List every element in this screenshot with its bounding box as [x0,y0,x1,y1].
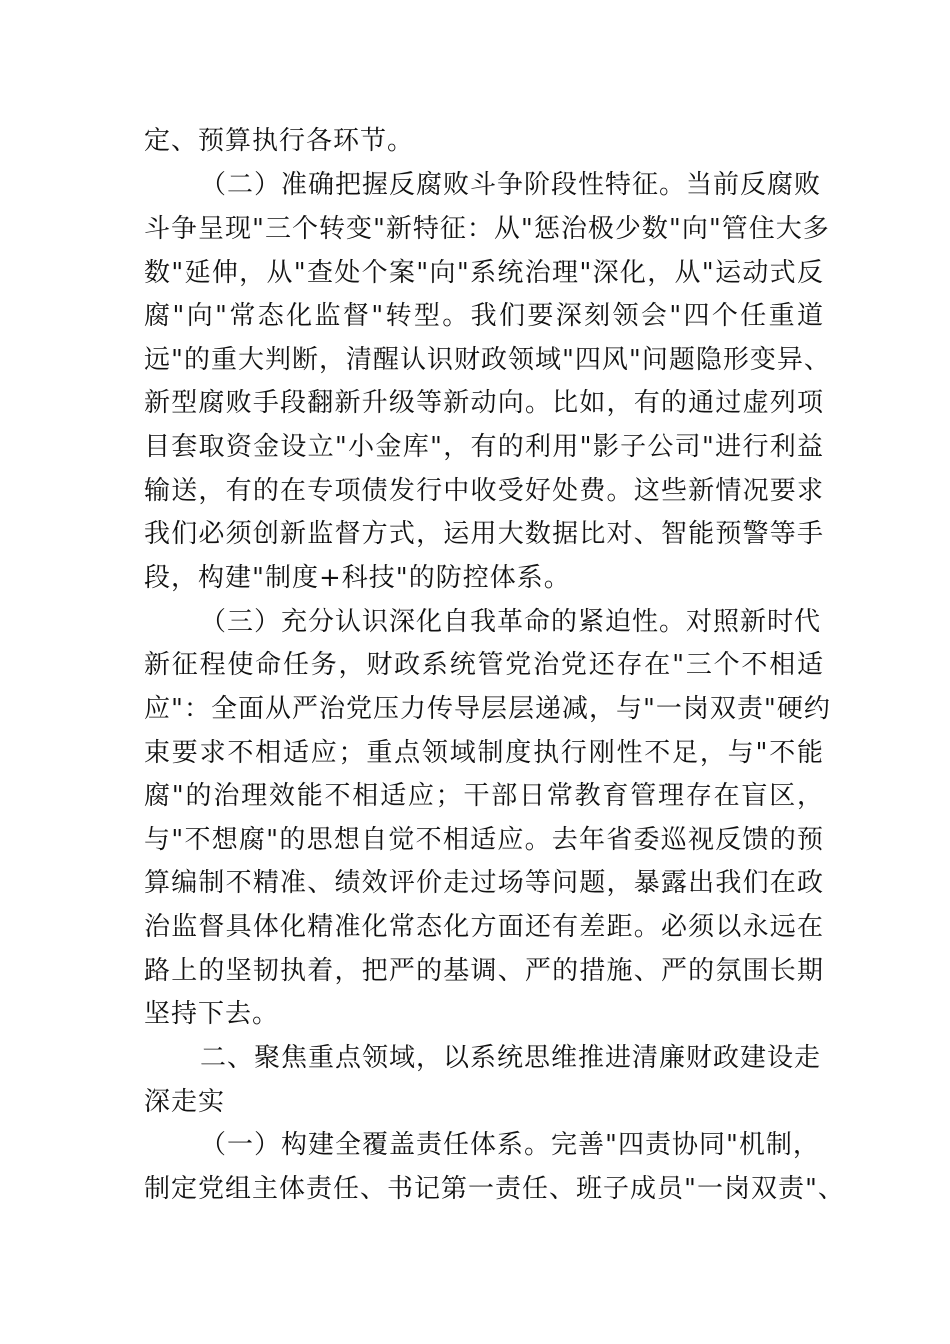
text-line: 应"：全面从严治党压力传导层层递减，与"一岗双责"硬约 [144,694,831,724]
text-line: 斗争呈现"三个转变"新特征：从"惩治极少数"向"管住大多 [144,214,830,244]
text-line: 路上的坚韧执着，把严的基调、严的措施、严的氛围长期 [144,956,824,986]
text-line: 制定党组主体责任、书记第一责任、班子成员"一岗双责"、 [144,1174,845,1204]
text-line: 我们必须创新监督方式，运用大数据比对、智能预警等手 [144,519,824,549]
text-line: 输送，有的在专项债发行中收受好处费。这些新情况要求 [144,476,824,506]
text-line: 算编制不精准、绩效评价走过场等问题，暴露出我们在政 [144,868,824,898]
text-line: 目套取资金设立"小金库"，有的利用"影子公司"进行利益 [144,432,824,462]
text-line: 数"延伸，从"查处个案"向"系统治理"深化，从"运动式反 [144,258,824,288]
text-line: 新型腐败手段翻新升级等新动向。比如，有的通过虚列项 [144,388,824,418]
section-heading-line: 深走实 [144,1087,226,1117]
text-line: 定、预算执行各环节。 [144,126,415,156]
text-line: 坚持下去。 [144,999,280,1029]
text-line: 束要求不相适应；重点领域制度执行刚性不足，与"不能 [144,738,824,768]
text-line: （三）充分认识深化自我革命的紧迫性。对照新时代 [200,607,822,637]
section-heading-line: 二、聚焦重点领域，以系统思维推进清廉财政建设走 [200,1043,822,1073]
text-line: 治监督具体化精准化常态化方面还有差距。必须以永远在 [144,912,824,942]
text-line: 段，构建"制度+科技"的防控体系。 [144,563,571,593]
text-line: 腐"的治理效能不相适应；干部日常教育管理存在盲区， [144,781,824,811]
text-line: （二）准确把握反腐败斗争阶段性特征。当前反腐败 [200,170,822,200]
text-line: （一）构建全覆盖责任体系。完善"四责协同"机制， [200,1130,820,1160]
text-line: 新征程使命任务，财政系统管党治党还存在"三个不相适 [144,650,824,680]
text-line: 远"的重大判断，清醒认识财政领域"四风"问题隐形变异、 [144,345,831,375]
text-line: 腐"向"常态化监督"转型。我们要深刻领会"四个任重道 [144,301,824,331]
text-line: 与"不想腐"的思想自觉不相适应。去年省委巡视反馈的预 [144,825,824,855]
